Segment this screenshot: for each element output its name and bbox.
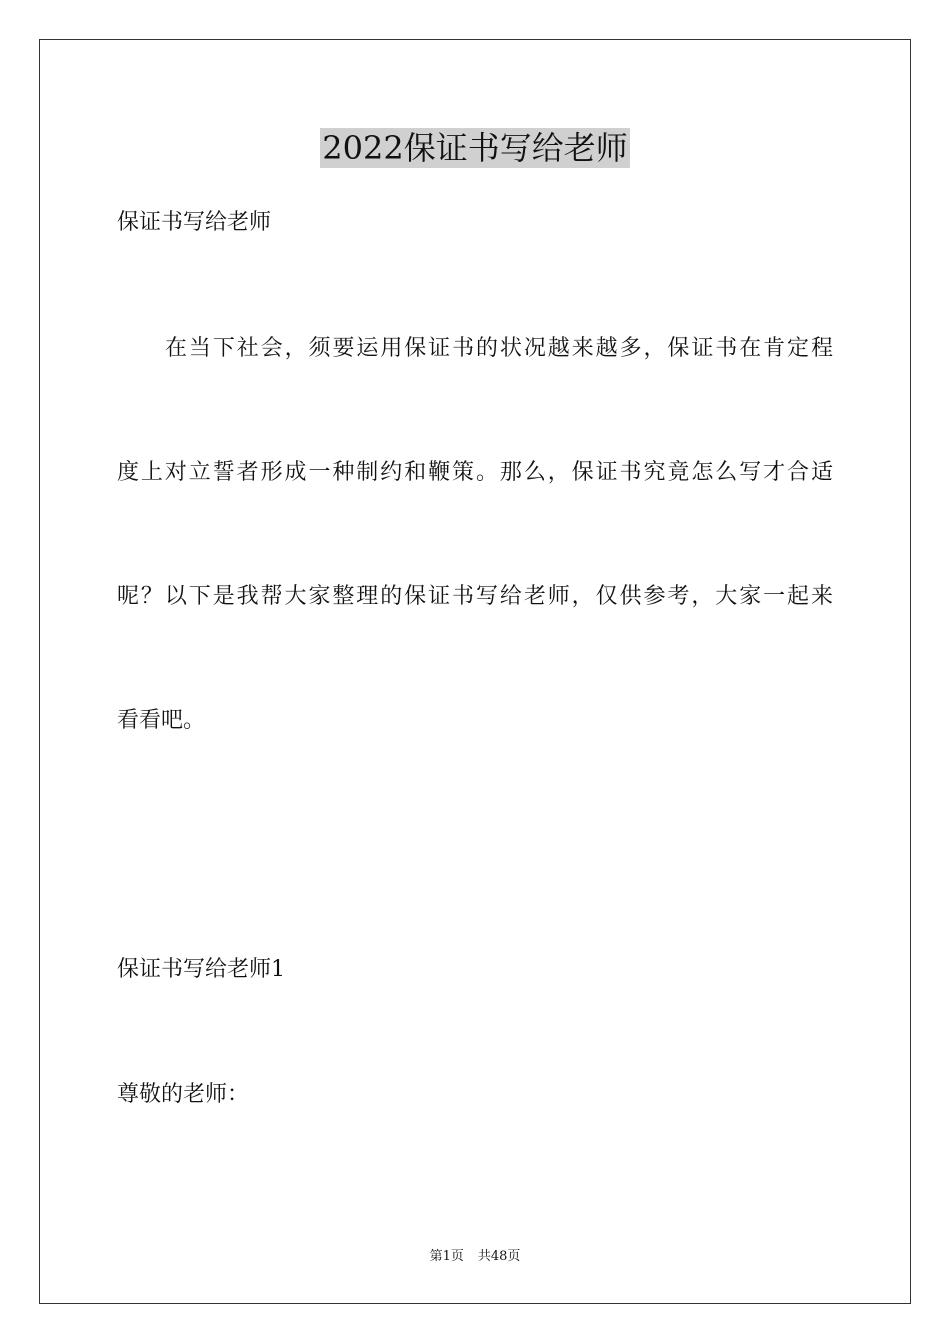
intro-line-4: 看看吧。 — [117, 708, 206, 733]
document-subtitle: 保证书写给老师 — [117, 210, 272, 235]
section-heading: 保证书写给老师1 — [117, 957, 285, 982]
document-title — [0, 128, 950, 168]
intro-line-2: 度上对立誓者形成一种制约和鞭策。那么，保证书究竟怎么写才合适 — [117, 460, 833, 485]
document-title-text: 2022保证书写给老师 — [322, 129, 628, 167]
page-total: 共48页 — [477, 1249, 521, 1264]
intro-line-3: 呢？以下是我帮大家整理的保证书写给老师，仅供参考，大家一起来 — [117, 584, 833, 609]
salutation: 尊敬的老师： — [117, 1082, 250, 1107]
page-footer — [0, 1249, 950, 1265]
page-number: 第1页 — [429, 1249, 464, 1264]
intro-line-1: 在当下社会，须要运用保证书的状况越来越多，保证书在肯定程 — [165, 336, 833, 361]
